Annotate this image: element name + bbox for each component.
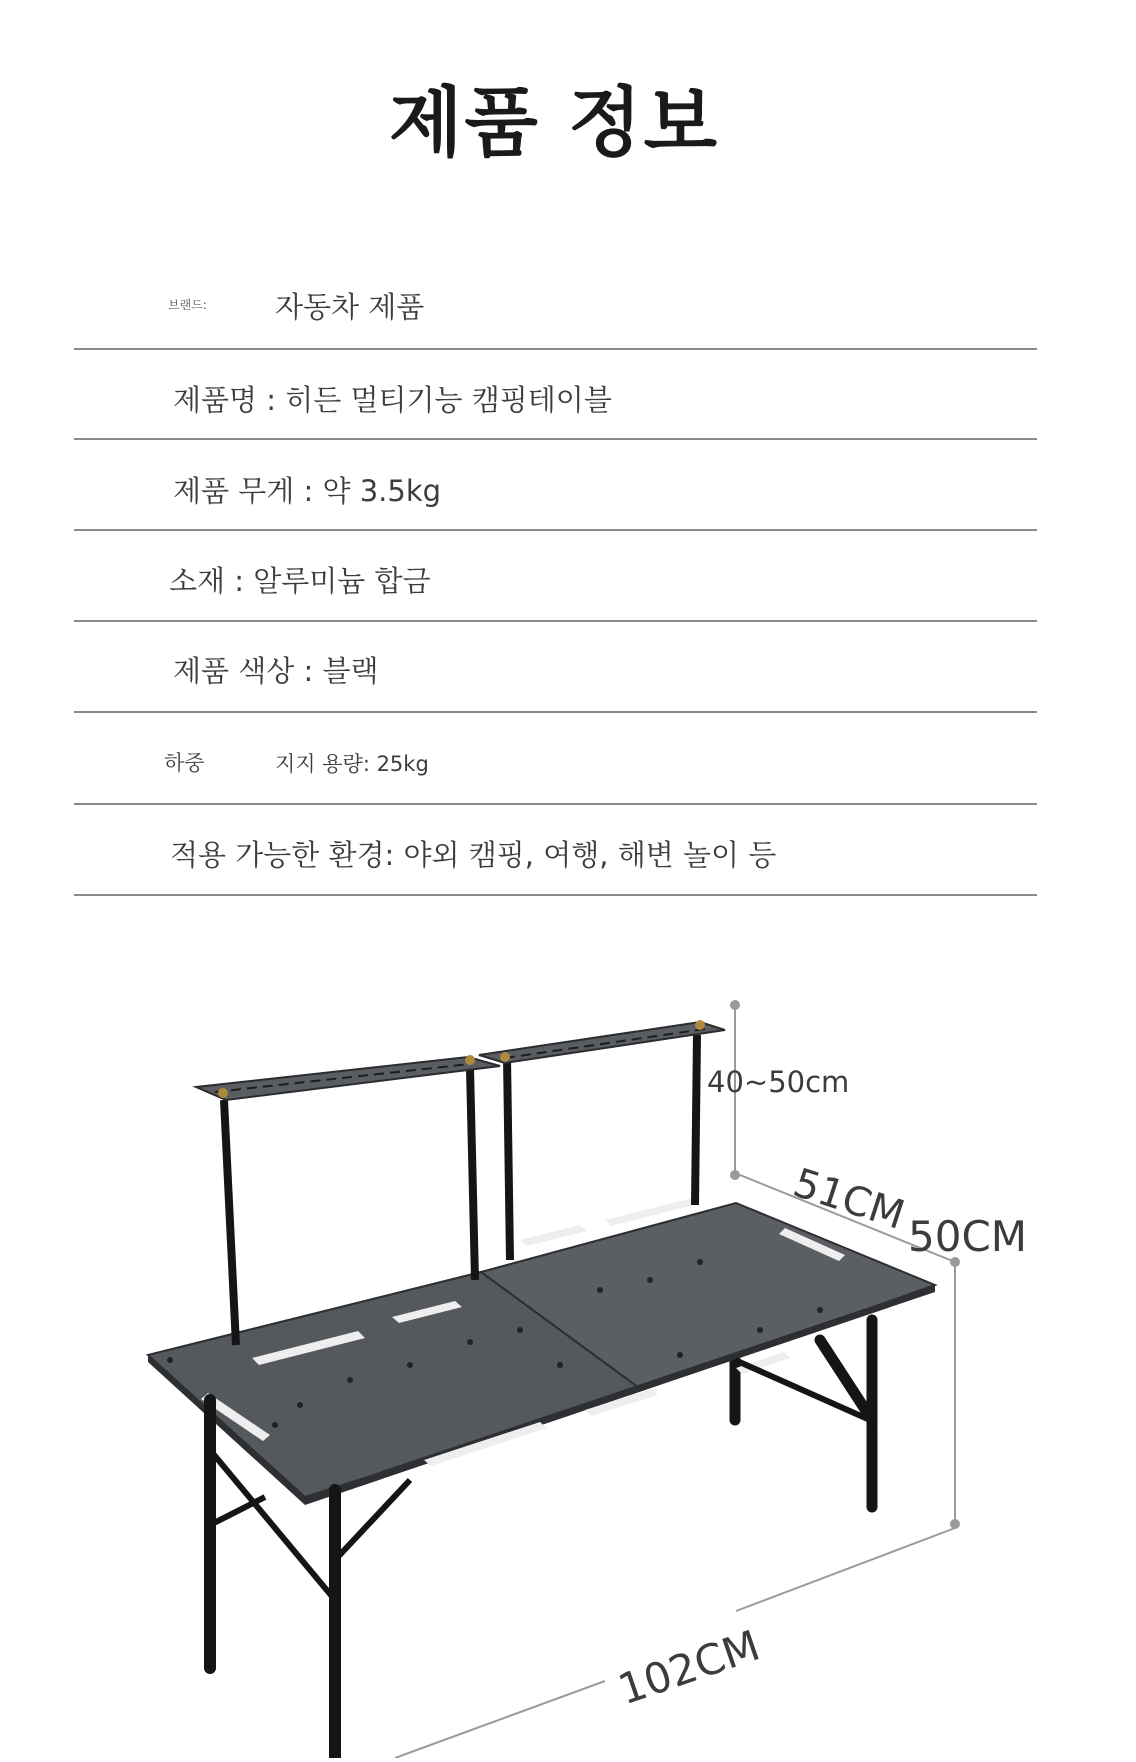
page-title: 제품 정보	[388, 78, 720, 167]
spec-row-color	[74, 622, 1037, 713]
product-figure	[0, 980, 1136, 1758]
width-label: 102CM	[612, 1620, 766, 1715]
shelf-height-label: 40~50cm	[707, 1065, 850, 1099]
spec-row-weight	[74, 440, 1037, 531]
brand-label: 브랜드:	[168, 298, 207, 312]
material-text: 소재 : 알루미늄 합금	[169, 564, 431, 598]
load-value: 지지 용량: 25kg	[275, 752, 429, 776]
camping-table-illustration	[0, 980, 1136, 1758]
depth-label: 51CM	[787, 1160, 910, 1239]
weight-text: 제품 무게 : 약 3.5kg	[173, 474, 442, 508]
color-text: 제품 색상 : 블랙	[173, 654, 379, 688]
brand-value: 자동차 제품	[275, 290, 425, 324]
environment-text: 적용 가능한 환경: 야외 캠핑, 여행, 해변 놀이 등	[170, 838, 777, 872]
spec-row-product-name	[74, 350, 1037, 440]
load-label: 하중	[164, 751, 205, 775]
shelf-left	[196, 1057, 500, 1100]
product-name-text: 제품명 : 히든 멀티기능 캠핑테이블	[173, 383, 612, 417]
height-label: 50CM	[908, 1212, 1028, 1261]
spec-row-environment	[74, 805, 1037, 896]
spec-row-load	[74, 713, 1037, 805]
spec-row-brand	[74, 260, 1037, 350]
shelf-right	[479, 1022, 725, 1063]
spec-row-material	[74, 531, 1037, 622]
